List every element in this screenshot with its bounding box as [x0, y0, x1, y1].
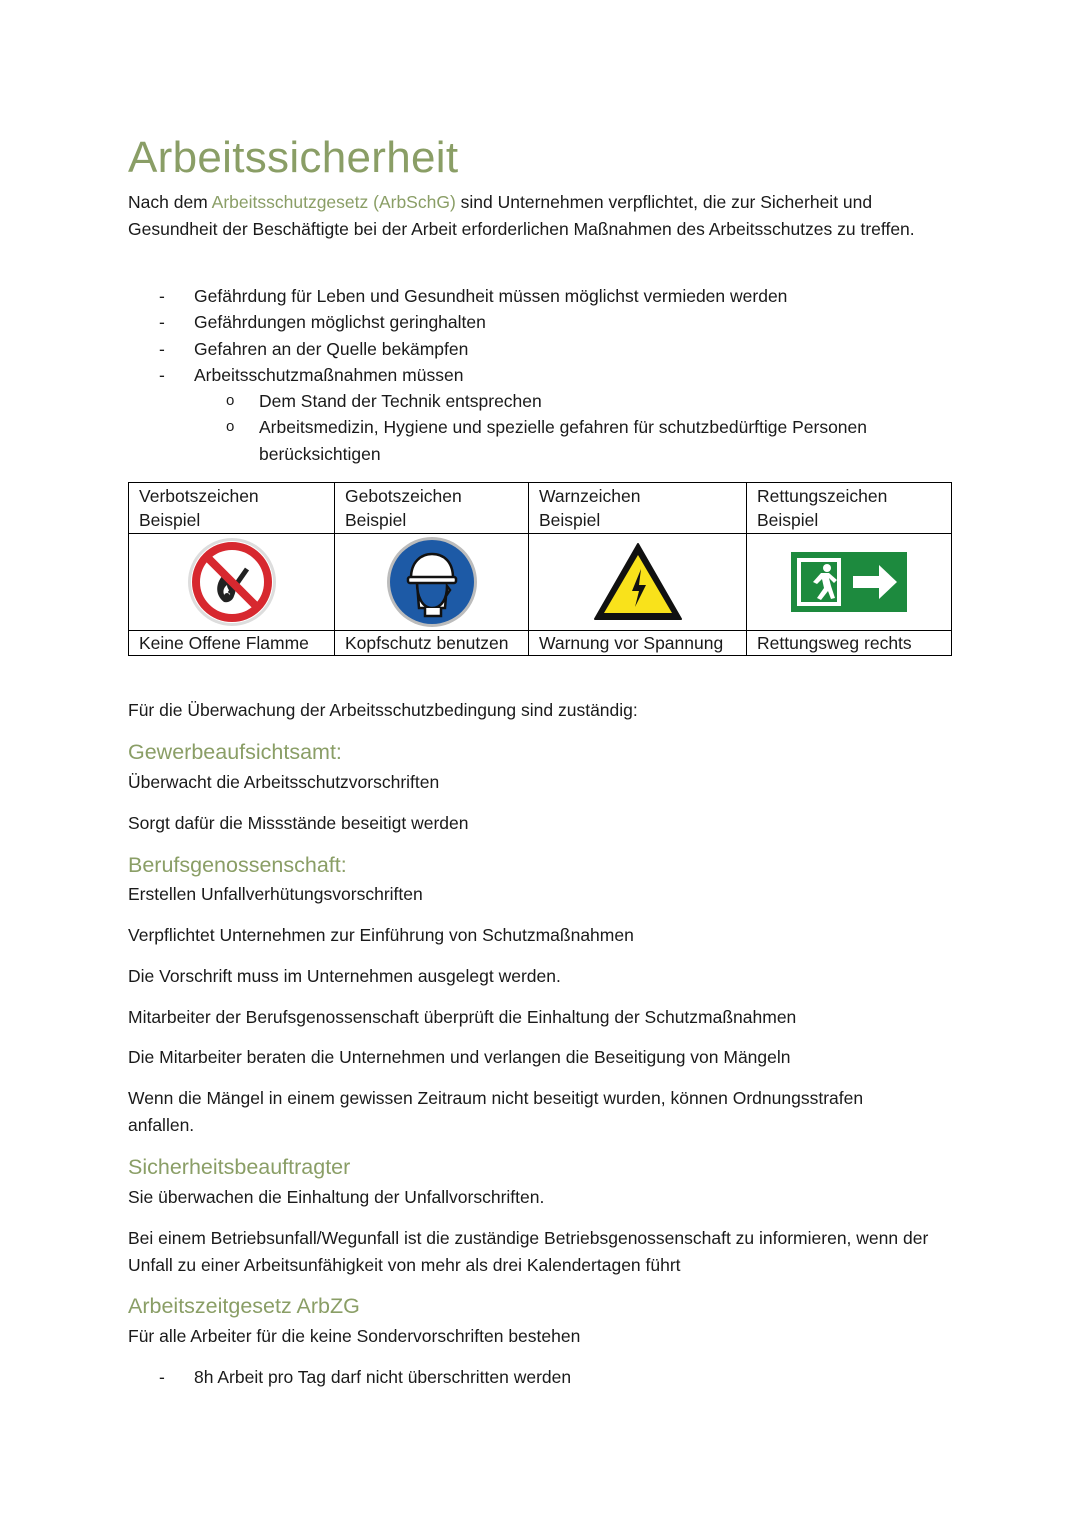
sign-image-cell: [335, 534, 529, 631]
paragraph: Die Vorschrift muss im Unternehmen ausgelegt werden.: [128, 966, 561, 986]
safety-signs-table: [128, 482, 952, 656]
sign-type-cell: Gebotszeichen Beispiel: [335, 483, 529, 534]
section-heading-berufsgenossenschaft: Berufsgenossenschaft:: [128, 853, 347, 877]
high-voltage-icon: [592, 541, 684, 623]
sign-caption: Rettungsweg rechts: [747, 631, 952, 656]
list-item: 8h Arbeit pro Tag darf nicht überschritten werden: [194, 1367, 572, 1387]
sign-caption: Kopfschutz benutzen: [335, 631, 529, 656]
section-heading-arbeitszeitgesetz: Arbeitszeitgesetz ArbZG: [128, 1294, 360, 1318]
paragraph: Wenn die Mängel in einem gewissen Zeitraum nicht beseitigt wurden, können Ordnungsstrafen anfallen.: [128, 1088, 864, 1135]
sign-type-cell: Rettungszeichen Beispiel: [747, 483, 952, 534]
sign-caption: Keine Offene Flamme: [129, 631, 335, 656]
sign-image-cell: [529, 534, 747, 631]
paragraph: Für alle Arbeiter für die keine Sondervorschriften bestehen: [128, 1326, 581, 1346]
section-heading-sicherheitsbeauftragter: Sicherheitsbeauftragter: [128, 1155, 351, 1179]
paragraph: Bei einem Betriebsunfall/Wegunfall ist die zuständige Betriebsgenossenschaft zu informieren, wenn der Unfall zu einer Arbeitsunfähigkeit von mehr als drei Kalendertagen führt: [128, 1228, 929, 1275]
sign-type-cell: Warnzeichen Beispiel: [529, 483, 747, 534]
intro-text-start: Nach dem: [128, 192, 212, 212]
paragraph: Mitarbeiter der Berufsgenossenschaft überprüft die Einhaltung der Schutzmaßnahmen: [128, 1007, 797, 1027]
paragraph: Sorgt dafür die Missstände beseitigt werden: [128, 813, 469, 833]
paragraph: Überwacht die Arbeitsschutzvorschriften: [128, 772, 440, 792]
escape-route-right-icon: [791, 552, 907, 612]
paragraph: Die Mitarbeiter beraten die Unternehmen und verlangen die Beseitigung von Mängeln: [128, 1047, 791, 1067]
section-heading-gewerbeaufsichtsamt: Gewerbeaufsichtsamt:: [128, 740, 342, 764]
law-reference: Arbeitsschutzgesetz (ArbSchG): [211, 192, 456, 212]
head-protection-icon: [385, 536, 479, 628]
sign-type-cell: Verbotszeichen Beispiel: [129, 483, 335, 534]
no-open-flame-icon: [186, 536, 278, 628]
intro-text-end: sind Unternehmen verpflichtet, die zur Sicherheit und Gesundheit der Beschäftigte bei der Arbeit erforderlichen Maßnahmen des Arbeitsschutzes zu treffen.: [128, 192, 915, 239]
page-title: Arbeitssicherheit: [128, 133, 459, 182]
sign-image-cell: [129, 534, 335, 631]
paragraph: Verpflichtet Unternehmen zur Einführung von Schutzmaßnahmen: [128, 925, 634, 945]
paragraph: Sie überwachen die Einhaltung der Unfallvorschriften.: [128, 1187, 545, 1207]
sign-image-cell: [747, 534, 952, 631]
intro-paragraph: [128, 189, 928, 242]
sign-caption: Warnung vor Spannung: [529, 631, 747, 656]
paragraph: Erstellen Unfallverhütungsvorschriften: [128, 884, 423, 904]
monitoring-intro: Für die Überwachung der Arbeitsschutzbedingung sind zuständig:: [128, 700, 638, 720]
